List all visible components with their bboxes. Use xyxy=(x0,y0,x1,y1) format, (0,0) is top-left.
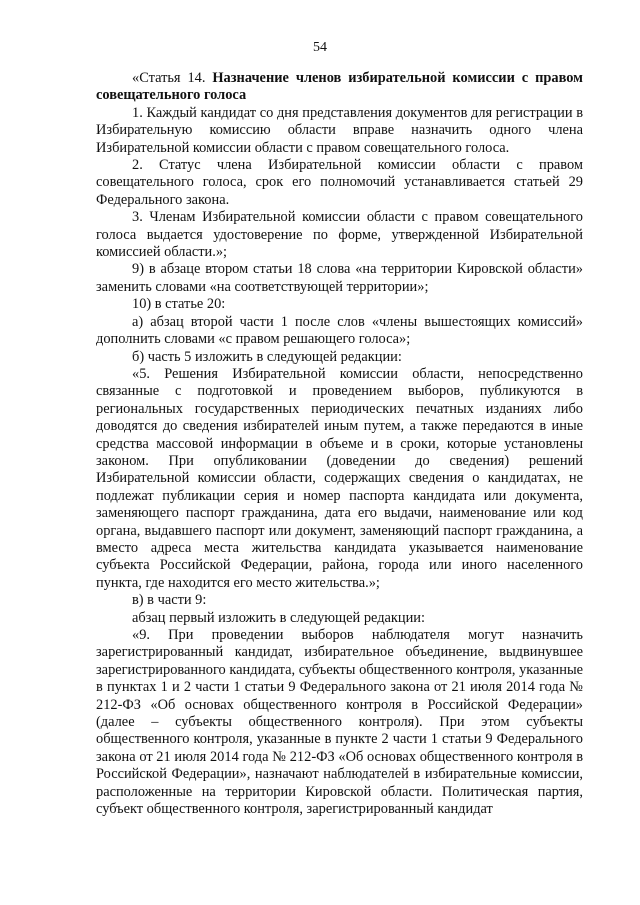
paragraph-part-5-text: «5. Решения Избирательной комиссии области, непосредственно связанные с подготовкой и проведением выборов, публикуются в региональных государственных периодических печатных изданиях либо доводятся до сведения избирателей иным путем, а также передаются в иные средства массовой информации в объеме и в сроки, которые установлены законом. При опубликовании (доведении до сведения) решений Избирательной комиссии области, содержащих сведения о кандидатах, не подлежат публикации серия и номер паспорта кандидата или документа, заменяющего паспорт гражданина, дата его выдачи, наименование или код органа, выдавшего паспорт или документ, заменяющий паспорт гражданина, а вместо адреса места жительства кандидата указывается наименование субъекта Российской Федерации, района, города или иного населенного пункта, где находится его место жительства.»; xyxy=(96,365,583,591)
paragraph-subitem-v: в) в части 9: xyxy=(132,592,207,609)
paragraph-subitem-b: б) часть 5 изложить в следующей редакции: xyxy=(132,348,402,365)
paragraph-clause-1: 1. Каждый кандидат со дня представления документов для регистрации в Избирательную комиссию области вправе назначить одного члена Избирательной комиссии области с правом совещательного голоса. xyxy=(96,104,583,156)
paragraph-subitem-a: а) абзац второй части 1 после слов «члены вышестоящих комиссий» дополнить словами «с правом решающего голоса»; xyxy=(96,313,583,348)
paragraph-item-9: 9) в абзаце втором статьи 18 слова «на территории Кировской области» заменить словами «на соответствующей территории»; xyxy=(96,261,583,295)
page-number: 54 xyxy=(313,40,327,55)
document-body xyxy=(96,70,583,818)
paragraph-clause-2: 2. Статус члена Избирательной комиссии области с правом совещательного голоса, срок его полномочий устанавливается статьей 29 Федерального закона. xyxy=(96,157,583,208)
paragraph-clause-3: 3. Членам Избирательной комиссии области с правом совещательного голоса выдается удостоверение по форме, утвержденной Избирательной комиссией области.»; xyxy=(96,209,583,261)
article-title: Назначение членов избирательной комиссии с правом совещательного голоса xyxy=(96,70,583,104)
paragraph-item-10: 10) в статье 20: xyxy=(132,296,226,313)
paragraph-part-9-text: «9. При проведении выборов наблюдателя могут назначить зарегистрированный кандидат, избирательное объединение, выдвинувшее зарегистрированного кандидата, субъекты общественного контроля, указанные в пунктах 1 и 2 части 1 статьи 9 Федерального закона от 21 июля 2014 года № 212-ФЗ «Об основах общественного контроля в Российской Федерации» (далее – субъекты общественного контроля). При этом субъекты общественного контроля, указанные в пункте 2 части 1 статьи 9 Федерального закона от 21 июля 2014 года № 212-ФЗ «Об основах общественного контроля в Российской Федерации», назначают наблюдателей в избирательные комиссии, расположенные на территории Кировской области. Политическая партия, субъект общественного контроля, зарегистрированный кандидат xyxy=(96,627,583,818)
article-prefix: «Статья 14. xyxy=(132,70,213,86)
article-heading xyxy=(96,70,583,105)
paragraph-first-abzac: абзац первый изложить в следующей редакции: xyxy=(132,609,426,626)
